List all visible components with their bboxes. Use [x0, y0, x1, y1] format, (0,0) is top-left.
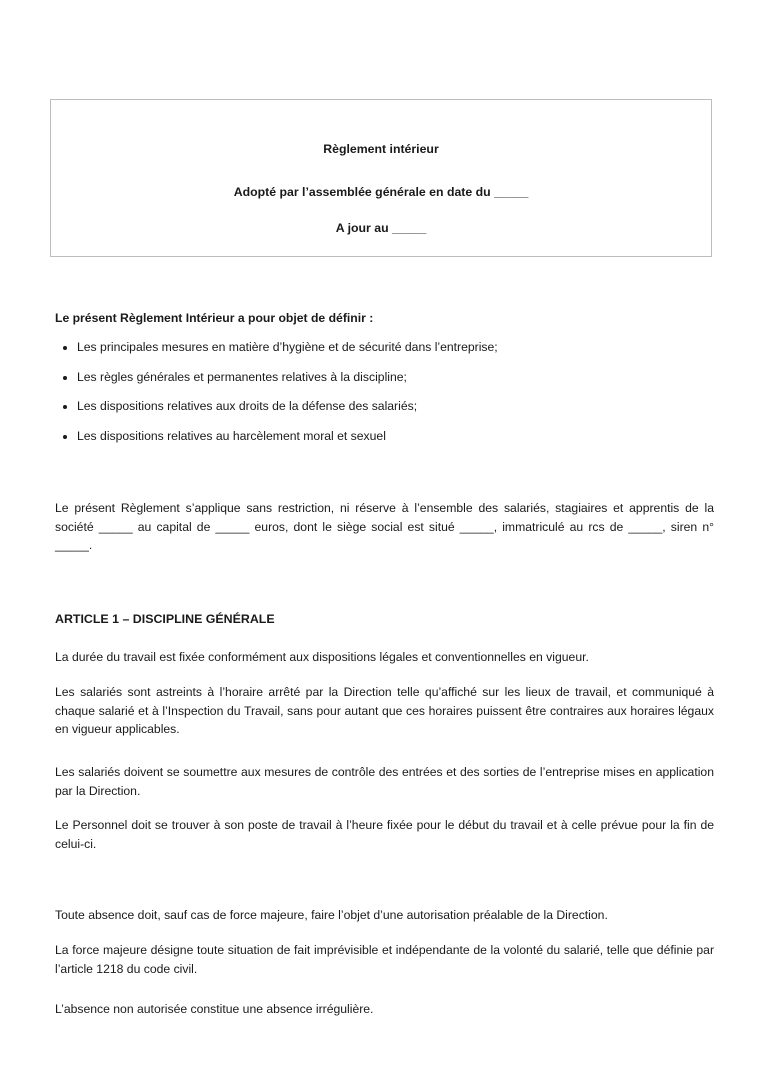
article-paragraph: Les salariés doivent se soumettre aux mesures de contrôle des entrées et des sorties de l’entreprise mises en application par la Direction.	[55, 765, 714, 798]
article-paragraph: Toute absence doit, sauf cas de force majeure, faire l’objet d’une autorisation préalable de la Direction.	[55, 908, 608, 922]
adoption-date-line: Adopté par l’assemblée générale en date du _____	[233, 185, 529, 199]
list-item: Les principales mesures en matière d’hygiène et de sécurité dans l’entreprise;	[55, 340, 498, 370]
article-paragraph: La force majeure désigne toute situation de fait imprévisible et indépendante de la volonté du salarié, telle que définie par l’article 1218 du code civil.	[55, 943, 714, 976]
title-box	[50, 99, 712, 257]
article-paragraph: La durée du travail est fixée conformément aux dispositions légales et conventionnelles en vigueur.	[55, 650, 589, 664]
scope-paragraph: Le présent Règlement s’applique sans restriction, ni réserve à l’ensemble des salariés, stagiaires et apprentis de la société _____ au capital de _____ euros, dont le siège social est situé _____, immatriculé au rcs de _____, siren n° _____.	[55, 501, 714, 552]
update-date-line: A jour au _____	[335, 221, 427, 235]
list-item: Les dispositions relatives au harcèlement moral et sexuel	[55, 429, 498, 459]
objectives-list	[55, 340, 498, 458]
article-paragraph: Les salariés sont astreints à l’horaire arrêté par la Direction telle qu’affiché sur les lieux de travail, et communiqué à chaque salarié et à l’Inspection du Travail, sans pour autant que ces horaires puissent être contraires aux horaires légaux en vigueur applicables.	[55, 685, 714, 736]
article-paragraph: L’absence non autorisée constitue une absence irrégulière.	[55, 1002, 374, 1016]
article-paragraph: Le Personnel doit se trouver à son poste de travail à l’heure fixée pour le début du travail et à celle prévue pour la fin de celui-ci.	[55, 818, 714, 851]
article-1-title: ARTICLE 1 – DISCIPLINE GÉNÉRALE	[55, 612, 275, 626]
list-item: Les dispositions relatives aux droits de la défense des salariés;	[55, 399, 498, 429]
document-title: Règlement intérieur	[323, 142, 439, 156]
list-item: Les règles générales et permanentes relatives à la discipline;	[55, 370, 498, 400]
intro-heading: Le présent Règlement Intérieur a pour objet de définir :	[55, 311, 374, 325]
